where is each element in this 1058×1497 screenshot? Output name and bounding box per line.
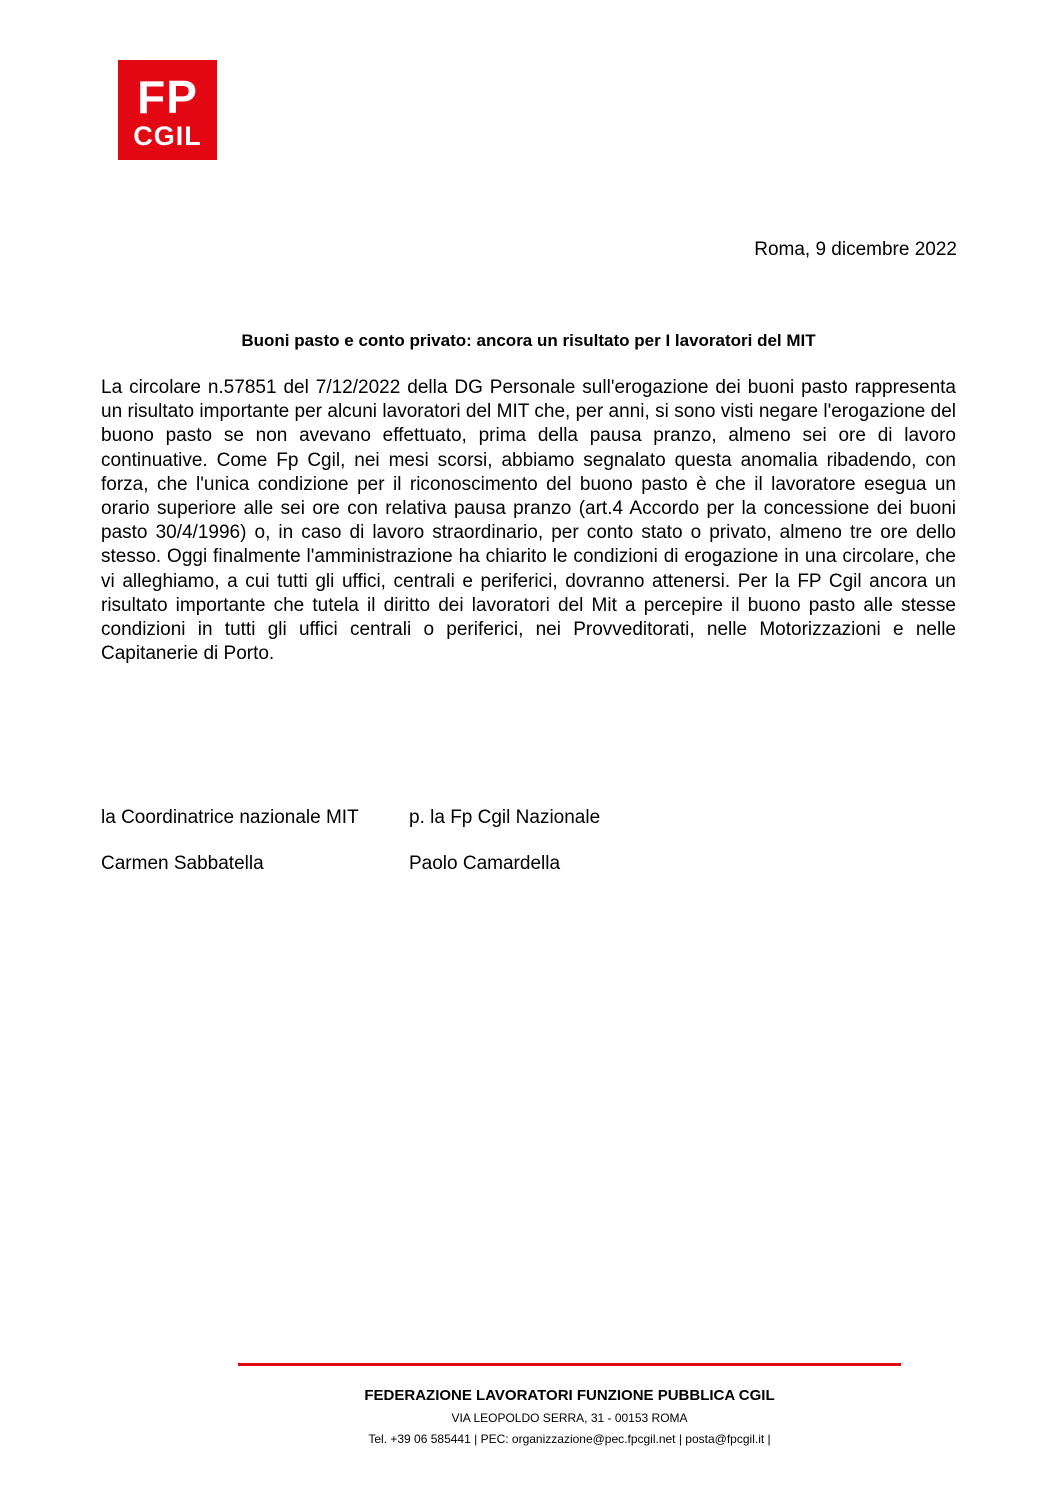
- logo-fp-text: FP: [137, 71, 198, 123]
- document-title: Buoni pasto e conto privato: ancora un risultato per I lavoratori del MIT: [241, 331, 816, 350]
- signatory-right-name: Paolo Camardella: [409, 853, 561, 874]
- logo-cgil-text: CGIL: [133, 121, 202, 151]
- signatory-left-name: Carmen Sabbatella: [101, 853, 264, 874]
- document-date: Roma, 9 dicembre 2022: [754, 239, 957, 260]
- footer-divider: [238, 1363, 901, 1366]
- fp-cgil-logo: [118, 60, 217, 160]
- footer-organization: FEDERAZIONE LAVORATORI FUNZIONE PUBBLICA CGIL: [364, 1387, 775, 1404]
- footer-contacts: Tel. +39 06 585441 | PEC: organizzazione@pec.fpcgil.net | posta@fpcgil.it |: [368, 1432, 771, 1446]
- footer-address: VIA LEOPOLDO SERRA, 31 - 00153 ROMA: [451, 1411, 688, 1425]
- signatory-left-role: la Coordinatrice nazionale MIT: [101, 807, 359, 828]
- signatory-right-role: p. la Fp Cgil Nazionale: [409, 807, 601, 828]
- body-paragraph: La circolare n.57851 del 7/12/2022 della DG Personale sull'erogazione dei buoni pasto rappresenta un risultato importante per alcuni lavoratori del MIT che, per anni, si sono visti negare l'erogazione del buono pasto se non avevano effettuato, prima della pausa pranzo, almeno sei ore di lavoro continuative. Come Fp Cgil, nei mesi scorsi, abbiamo segnalato questa anomalia ribadendo, con forza, che l'unica condizione per il riconoscimento del buono pasto è che il lavoratore esegua un orario superiore alle sei ore con relativa pausa pranzo (art.4 Accordo per la concessione dei buoni pasto 30/4/1996) o, in caso di lavoro straordinario, per conto stato o privato, almeno tre ore dello stesso. Oggi finalmente l'amministrazione ha chiarito le condizioni di erogazione in una circolare, che vi alleghiamo, a cui tutti gli uffici, centrali e periferici, dovranno attenersi. Per la FP Cgil ancora un risultato importante che tutela il diritto dei lavoratori del Mit a percepire il buono pasto alle stesse condizioni in tutti gli uffici centrali o periferici, nei Provveditorati, nelle Motorizzazioni e nelle Capitanerie di Porto.: [101, 377, 956, 665]
